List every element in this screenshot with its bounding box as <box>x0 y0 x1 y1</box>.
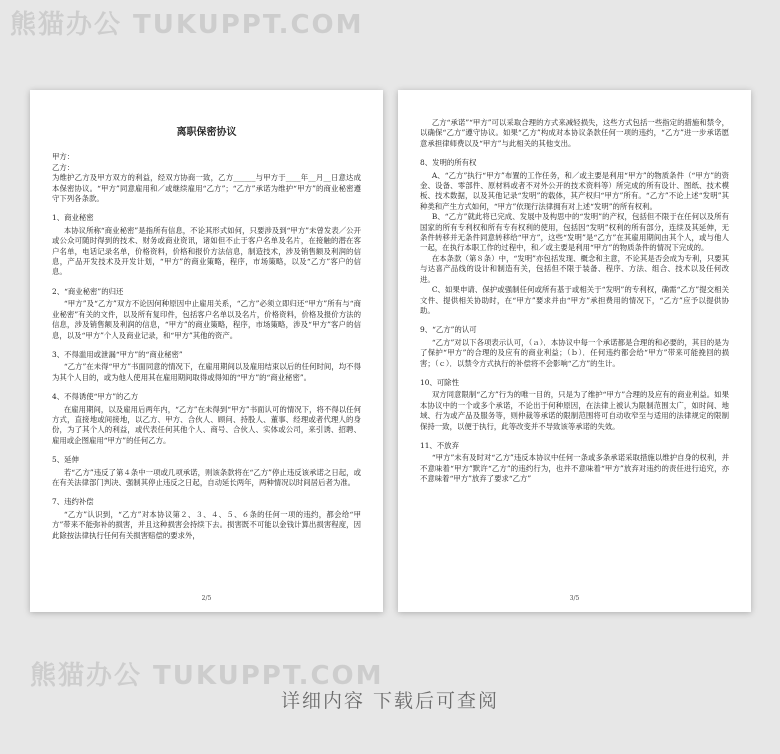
continuation-paragraph: 乙方“承诺”“甲方”可以采取合理的方式来减轻损失，这些方式包括一些指定的措施和禁令，以确保“乙方”遵守协议。如果“乙方”构成对本协议条款任何一项的违约，“乙方”进一步承诺愿意承担律师费以及“甲方”与此相关的其他支出。 <box>420 118 729 148</box>
section-heading: 2、“商业秘密”的归还 <box>52 286 124 296</box>
section-body: “乙方”在未得“甲方”书面同意的情况下，在雇用期间以及雇用结束以后的任何时间，均不得为其个人目的，或为他人使用其在雇用期间取得或得知的“甲方”的“商业秘密”。 <box>52 362 361 382</box>
section-body: C、如果申请、保护或强制任何或所有基于或相关于“发明”的专利权，确需“乙方”提交相关文件、提供相关协助时，在“甲方”要求并由“甲方”承担费用的情况下，“乙方”应予以提供协助。 <box>420 285 729 315</box>
download-caption: 详细内容 下载后可查阅 <box>280 690 500 712</box>
section-body: 在本条款（第８条）中，“发明”亦包括发现、概念和主意，不论其是否会成为专利，只要其与达喜产品线的设计和制造有关，包括但不限于装备、程序、方法、组合、技术以及任何改进。 <box>420 253 729 284</box>
section-body: 若“乙方”违反了第４条中一项或几项承诺，则该条款将在“乙方”停止违反该承诺之日起，或在有关法律部门判决、强制其停止违反之日起，自动延长两年，两种情况以时间居后者为准。 <box>52 467 361 487</box>
document-page-right <box>398 90 751 612</box>
section-body: “甲方”未有及时对“乙方”违反本协议中任何一条或多条承诺采取措施以维护自身的权利，并不意味着“甲方”默许“乙方”的违约行为，也并不意味着“甲方”放弃对违约的责任进行追究，亦不意味着“甲方”放弃了要求“乙方” <box>420 453 729 484</box>
section-heading: 11、不放弃 <box>420 440 459 450</box>
page-number: 3/5 <box>569 594 580 602</box>
section-body: 双方同意限制“乙方”行为的唯一目的，只是为了维护“甲方”合理的及应有的商业利益。如果本协议中的一个或多个承诺，不论出于何种原因，在法律上被认为限制范围太广，如时间、地域、行为或产品及服务等，则仲裁等承诺的限制范围将可自动收窄至与适用的法律规定的限制保持一致，以便于执行，此等改变并不导致该等承诺的失效。 <box>420 390 729 431</box>
section-heading: 10、可除性 <box>420 377 459 387</box>
section-body: “乙方”对以下各项表示认可，（ａ）．本协议中每一个承诺都是合理的和必要的，其目的是为了保护“甲方”的合理的及应有的商业利益；（ｂ）．任何违约都会给“甲方”带来可能挽回的损害；（ｃ）．以禁令方式执行的补偿将不会影响“乙方”的生计。 <box>420 337 729 368</box>
party-b-line: 乙方： <box>52 162 75 172</box>
section-heading: 9、“乙方”的认可 <box>420 325 477 335</box>
section-heading: 5、延伸 <box>52 455 79 465</box>
document-page-left <box>30 90 383 612</box>
section-body: “甲方”及“乙方”双方不论因何种原因中止雇用关系，“乙方”必须立即归还“甲方”所有与“商业秘密”有关的文件，以及所有复印件，包括客户名单以及名片，价格资料，价格及报价方法的信息，涉及销售额及利润的信息，“甲方”的商业策略，程序，市场策略，涉及“甲方”客户的信息，以及“甲方”个人及商业记录，和“甲方”其他的资产。 <box>52 299 361 340</box>
document-title: 离职保密协议 <box>176 127 237 138</box>
section-body: A、“乙方”执行“甲方”布置的工作任务，和／或主要是利用“甲方”的物质条件（“甲方”的资金、设备、零部件、原材料或者不对外公开的技术资料等）所完成的所有设计、图纸、技术模板、技术数据，以及其他记录“发明”的载体，其产权归“甲方”所有。“乙方”不论上述“发明”其种类和产生方式如何，“甲方”依现行法律拥有对上述“发明”的所有权利。 <box>420 170 729 211</box>
section-body: B、“乙方”就此将已完成、发展中及构思中的“发明”的产权，包括但不限于在任何以及所有国家的所有专利权和所有专有权利的使用，包括因“发明”权利的所有部分，连续及其延伸，无条件转移并无条件同意转移给“甲方”，这些“发明”是“乙方”在其雇用期间由其个人，或与他人一起，在执行本职工作的过程中，和／或主要是利用“甲方”的物质条件的情况下完成的。 <box>420 212 729 253</box>
watermark-top: 熊猫办公 TUKUPPT.COM <box>10 10 364 40</box>
section-heading: 1、商业秘密 <box>52 213 94 223</box>
section-heading: 7、违约补偿 <box>52 497 94 507</box>
section-heading: 4、不得诱使“甲方”的乙方 <box>52 392 139 402</box>
section-heading: 3、不得滥用或泄漏“甲方”的“商业秘密” <box>52 349 183 359</box>
section-body: “乙方”认识到，“乙方”对本协议第２、３、４、５、６条的任何一项的违约，都会给“甲方”带来不能弥补的损害，并且这种损害会持续下去。损害既不可能以金钱计算出损害程度，因此除按法律执行任何有关损害赔偿的要求外， <box>52 509 361 540</box>
section-heading: 8、发明的所有权 <box>420 158 477 168</box>
page-number: 2/5 <box>201 594 212 602</box>
preamble: 为维护乙方及甲方双方的利益，经双方协商一致，乙方______与甲方于____年__月__日意达成本保密协议。“甲方”同意雇用和／或继续雇用“乙方”；“乙方”承诺为维护“甲方”的商业秘密遵守下列各条款。 <box>52 173 361 204</box>
party-a-line: 甲方： <box>52 152 75 162</box>
section-body: 在雇用期间，以及雇用后两年内，“乙方”在未得到“甲方”书面认可的情况下，将不得以任何方式，直接地或间接地，以乙方、甲方、合伙人、顾问、持股人、董事、经理或者代理人的身份，为了其个人的利益，或代表任何其他个人、商号、合伙人、实体或公司，来引诱、招聘、雇用或企图雇用“甲方”的任何乙方。 <box>52 404 361 445</box>
section-body: 本协议所称“商业秘密”是指所有信息，不论其形式如何，只要涉及到“甲方”未曾发表／公开或公众可随时得到的技术、财务或商业资讯，诸如但不止于客户名单及名片，在接触的潜在客户名单，电话记录名单，价格资料，价格和报价方法信息，制造技术，涉及销售额及利润的信息，产品开发技术及开发计划，“甲方”的商业策略，程序，市场策略，以及“乙方”客户的信息。 <box>52 225 361 277</box>
watermark-bottom: 熊猫办公 TUKUPPT.COM <box>30 661 384 691</box>
